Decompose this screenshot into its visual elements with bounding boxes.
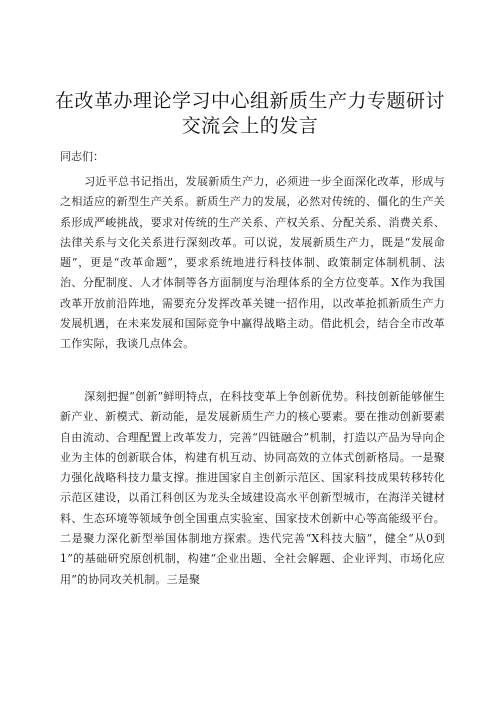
salutation: 同志们：: [60, 150, 104, 163]
body-paragraph-1: 习近平总书记指出，发展新质生产力，必须进一步全面深化改革，形成与之相适应的新型生产关系。新质生产力的发展，必然对传统的、僵化的生产关系形成严峻挑战，要求对传统的生产关系、产权关系、分配关系、消费关系、法律关系与文化关系进行深刻改革。可以说，发展新质生产力，既是“发展命题”，更是“改革命题”，要求系统地进行科技体制、政策制定体制机制、法治、分配制度、人才体制等各方面制度与治理体系的全方位变革。X作为我国改革开放前沿阵地，需要充分发挥改革关键一招作用，以改革抢抓新质生产力发展机遇，在未来发展和国际竞争中赢得战略主动。借此机会，结合全市改革工作实际，我谈几点体会。: [60, 175, 445, 351]
document-title-line-1: 在改革办理论学习中心组新质生产力专题研讨: [54, 90, 445, 112]
body-paragraph-2: 深刻把握“创新”鲜明特点，在科技变革上争创新优势。科技创新能够催生新产业、新模式、新动能，是发展新质生产力的核心要素。要在推动创新要素自由流动、合理配置上改革发力，完善“四链融合”机制，打造以产品为导向企业为主体的创新联合体，构建有机互动、协同高效的立体式创新格局。一是聚力强化战略科技力量支撑。推进国家自主创新示范区、国家科技成果转移转化示范区建设，以甬江科创区为龙头全域建设高水平创新型城市，在海洋关键材料、生态环境等领域争创全国重点实验室、国家技术创新中心等高能级平台。二是聚力深化新型举国体制地方探索。迭代完善“X科技大脑”，健全“从0到1”的基础研究原创机制，构建“企业出题、全社会解题、企业评判、市场化应用”的协同攻关机制。三是聚: [60, 390, 445, 586]
document-title-line-2: 交流会上的发言: [181, 115, 319, 137]
